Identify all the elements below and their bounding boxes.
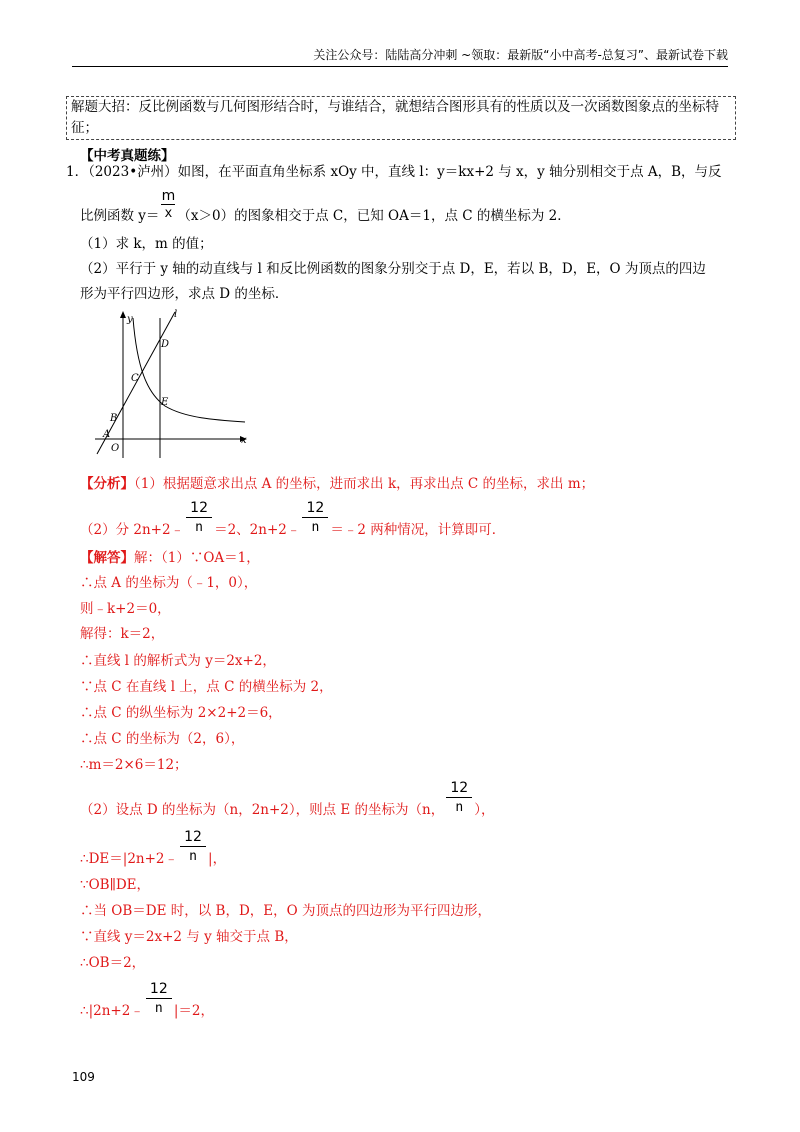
fraction-12-over-n (444, 780, 474, 815)
solution-line-16 (80, 981, 214, 1021)
solution-line-2: ∴点 A 的坐标为（﹣1，0）， (80, 575, 258, 591)
problem-line-2b: （x＞0）的图象相交于点 C，已知 OA＝1，点 C 的横坐标为 2． (177, 208, 571, 224)
label-x: x (241, 435, 247, 446)
analysis-text-2a: （2）分 2n+2﹣ (80, 522, 185, 538)
fraction-denominator: n (455, 800, 464, 815)
fraction-12-over-n (144, 981, 174, 1016)
hyperbola-curve (133, 318, 245, 422)
solution-line-12: ∵OB∥DE， (80, 877, 150, 893)
solution-line-3: 则﹣k+2＝0， (80, 601, 171, 617)
section-title: 【中考真题练】 (80, 148, 175, 164)
fraction-numerator: m (161, 188, 176, 204)
fraction-denominator: n (189, 849, 197, 864)
solution-line-4: 解得：k＝2， (80, 626, 165, 642)
fraction-denominator: x (164, 206, 173, 221)
label-O: O (111, 443, 120, 454)
fraction-12-over-n (300, 500, 330, 535)
fraction-numerator: 12 (149, 981, 168, 997)
tip-text: 解题大招：反比例函数与几何图形结合时，与谁结合，就想结合图形具有的性质以及一次函数图象点的坐标特征； (71, 99, 719, 136)
analysis-line-1 (80, 474, 594, 494)
solution-line-11 (80, 829, 227, 869)
solution-text-11b: |， (208, 851, 227, 867)
problem-line-1: 1．（2023•泸州）如图，在平面直角坐标系 xOy 中，直线 l：y＝kx+2 与 x，y 轴分别相交于点 A，B，与反 (66, 164, 722, 180)
solution-line-14: ∵直线 y＝2x+2 与 y 轴交于点 B， (80, 929, 298, 945)
analysis-tag: 【分析】 (80, 476, 134, 492)
solution-line-15: ∴OB＝2， (80, 955, 146, 971)
analysis-text-2c: ＝﹣2 两种情况，计算即可． (330, 522, 506, 538)
solution-line-10 (80, 780, 495, 820)
fraction-m-over-x (159, 188, 177, 221)
fraction-denominator: n (311, 520, 320, 535)
fraction-12-over-n (184, 500, 214, 535)
fraction-numerator: 12 (306, 500, 325, 516)
solution-tag: 【解答】 (80, 550, 134, 566)
problem-line-3: （1）求 k，m 的值； (80, 236, 213, 252)
page-number: 109 (72, 1070, 95, 1084)
solution-text-10b: ）， (474, 802, 495, 818)
fraction-numerator: 12 (450, 780, 469, 796)
problem-line-5: 形为平行四边形，求点 D 的坐标． (80, 286, 289, 302)
analysis-text-1: （1）根据题意求出点 A 的坐标，进而求出 k，再求出点 C 的坐标，求出 m； (134, 476, 595, 492)
y-axis-arrow (120, 311, 126, 318)
label-y: y (127, 314, 133, 325)
fraction-denominator: n (154, 1001, 163, 1016)
solution-line-7: ∴点 C 的纵坐标为 2×2+2＝6， (80, 705, 282, 721)
problem-line-2a: 比例函数 y＝ (80, 208, 160, 224)
analysis-text-2b: ＝2、2n+2﹣ (214, 522, 301, 538)
solution-line-9: ∴m＝2×6＝12； (80, 757, 188, 773)
solution-line-5: ∴直线 l 的解析式为 y＝2x+2， (80, 653, 276, 669)
solution-text-11a: ∴DE＝|2n+2﹣ (80, 851, 179, 867)
solution-line-1 (80, 548, 260, 568)
solution-text-16b: |＝2， (173, 1003, 214, 1019)
label-l: l (174, 309, 178, 320)
solution-line-8: ∴点 C 的坐标为（2，6）， (80, 731, 245, 747)
solution-text-1: 解：（1）∵OA＝1， (134, 550, 260, 566)
problem-line-2 (80, 188, 571, 226)
analysis-line-2 (80, 500, 506, 540)
label-C: C (131, 373, 139, 384)
solution-line-6: ∵点 C 在直线 l 上，点 C 的横坐标为 2， (80, 679, 333, 695)
tip-box (66, 96, 736, 140)
problem-line-4: （2）平行于 y 轴的动直线与 l 和反比例函数的图象分别交于点 D，E，若以 B，D，E，O 为顶点的四边 (80, 261, 706, 277)
label-E: E (161, 397, 169, 408)
fraction-denominator: n (195, 520, 203, 535)
fraction-12-over-n (178, 829, 208, 864)
fraction-numerator: 12 (184, 829, 202, 845)
fraction-numerator: 12 (190, 500, 208, 516)
label-D: D (161, 339, 170, 350)
solution-text-16a: ∴|2n+2﹣ (80, 1003, 144, 1019)
label-A: A (103, 429, 111, 440)
solution-text-10a: （2）设点 D 的坐标为（n，2n+2），则点 E 的坐标为（n， (80, 802, 445, 818)
page-header: 关注公众号：陆陆高分冲刺 ~领取：最新版“小中高考-总复习”、最新试卷下载 (72, 46, 728, 67)
coordinate-graph (95, 308, 255, 458)
solution-line-13: ∴当 OB＝DE 时，以 B，D，E，O 为顶点的四边形为平行四边形， (80, 903, 491, 919)
label-B: B (110, 413, 118, 424)
